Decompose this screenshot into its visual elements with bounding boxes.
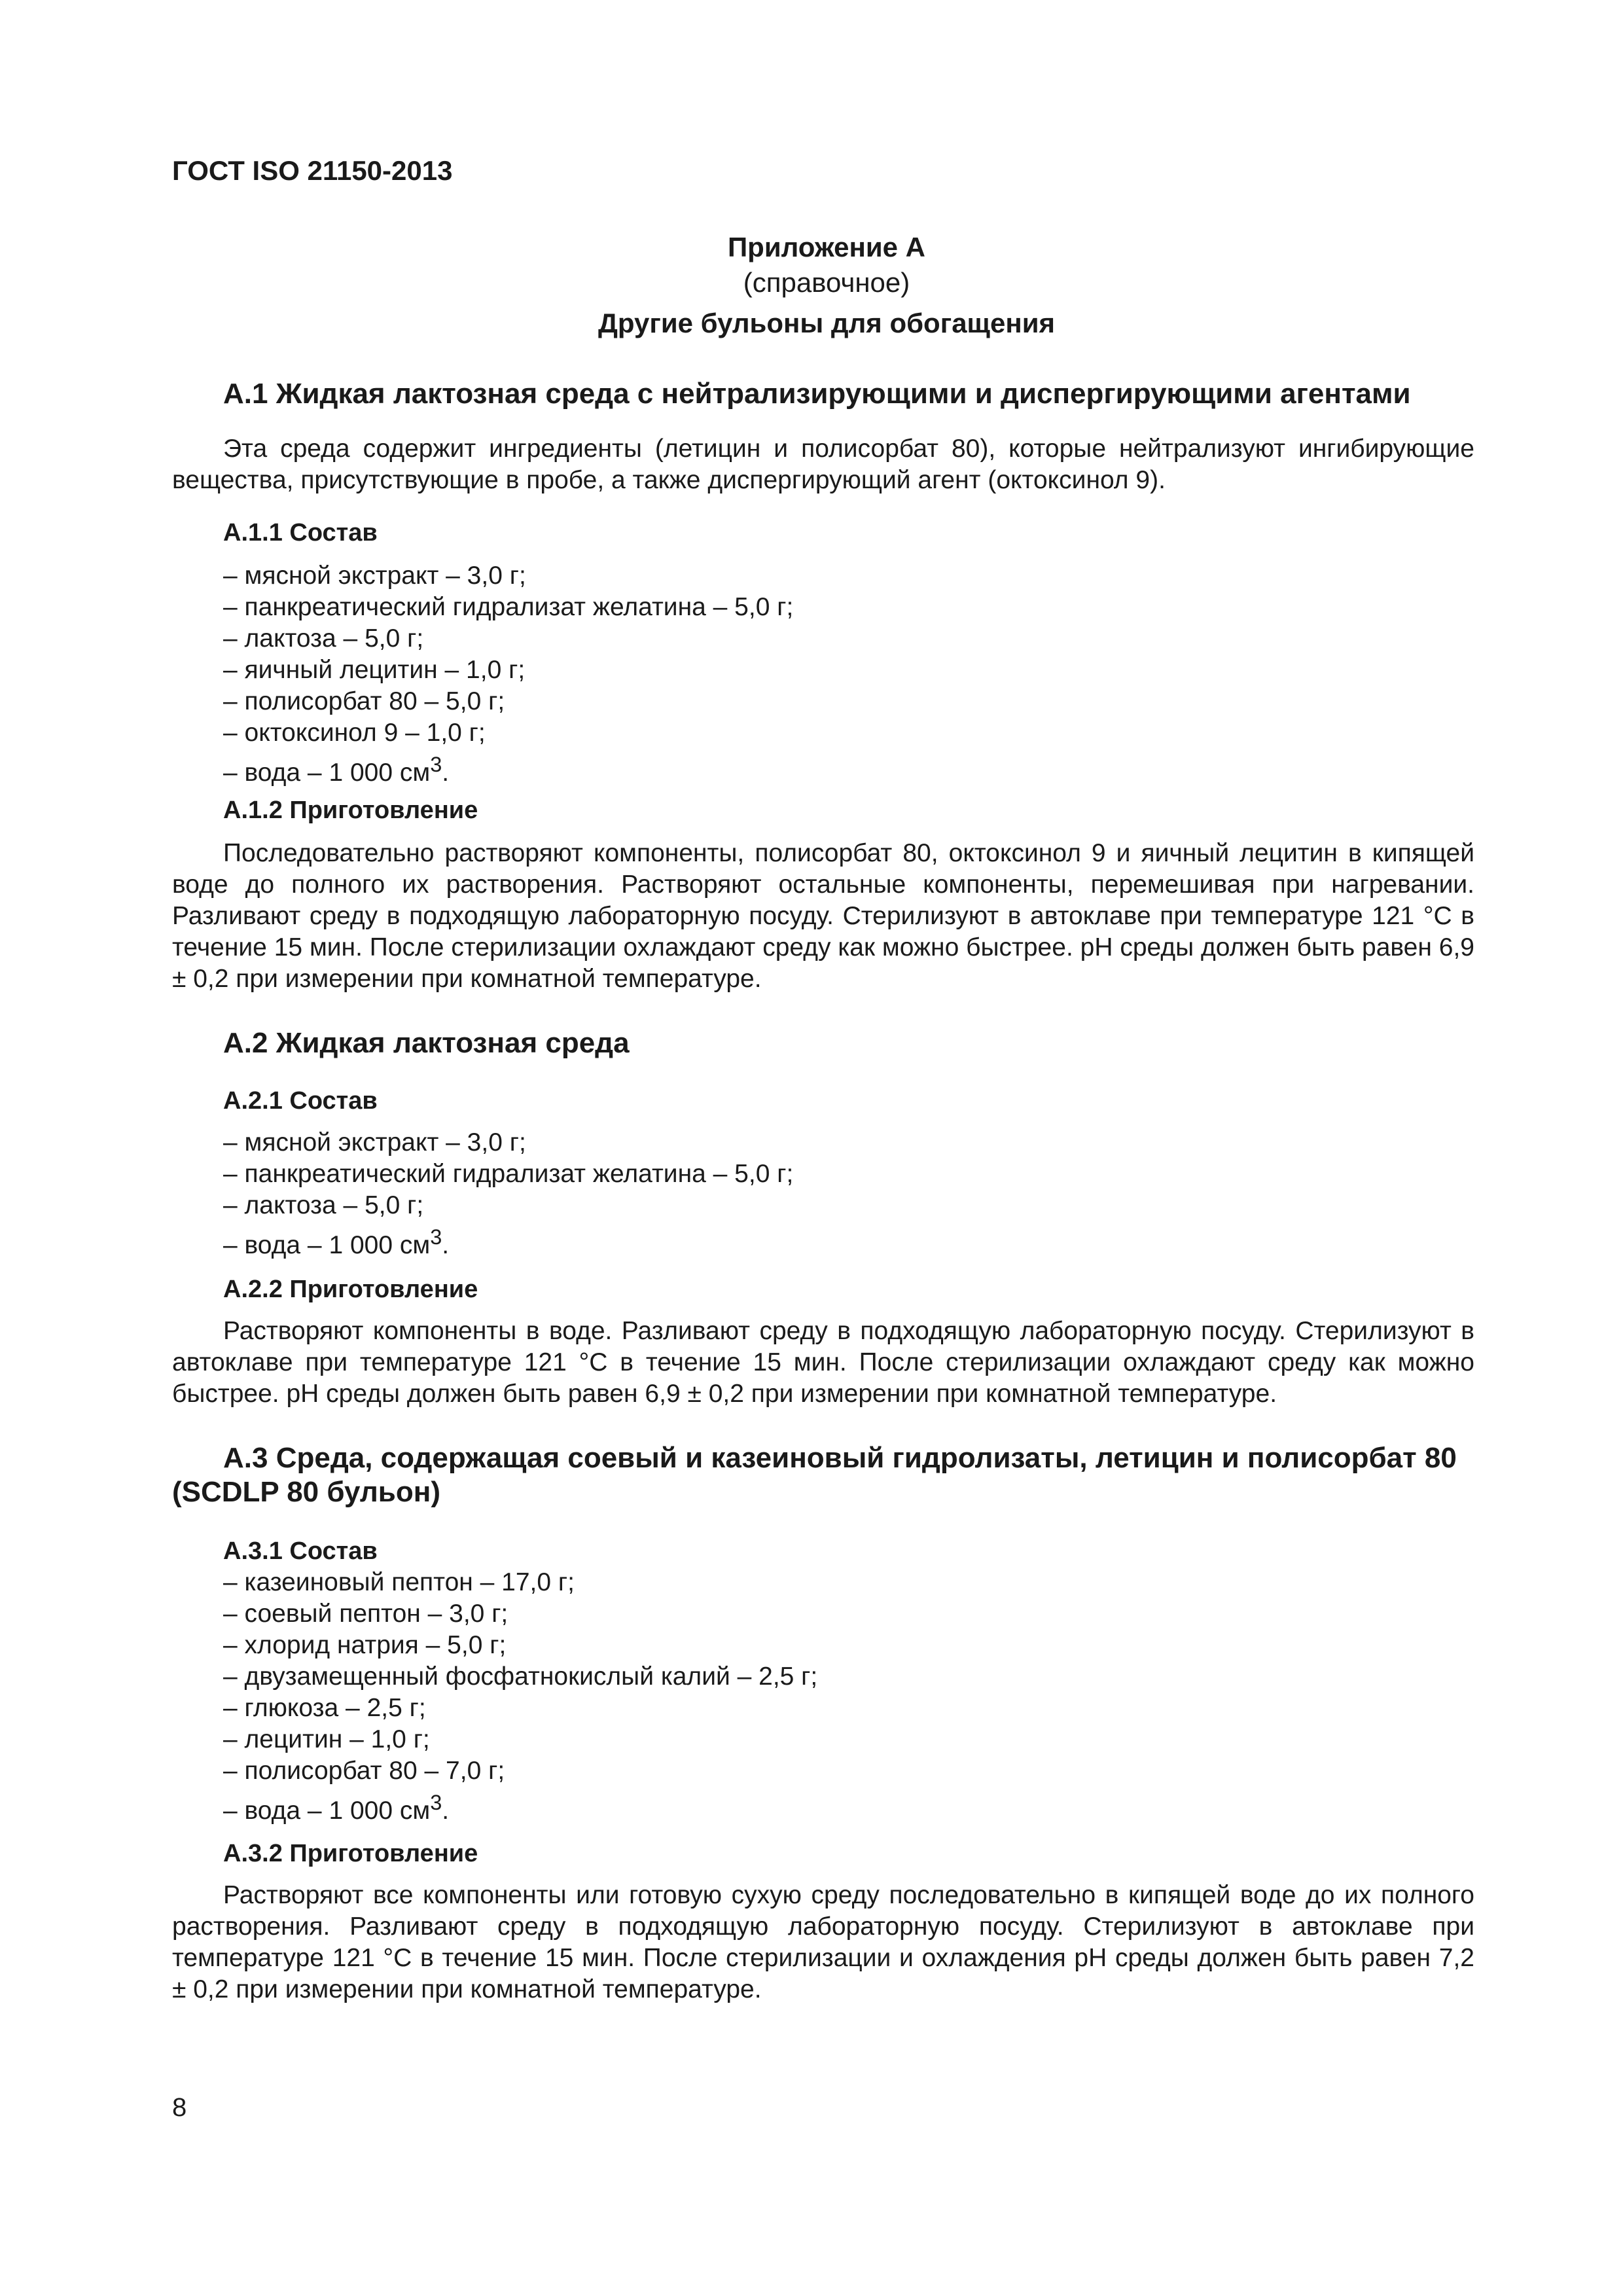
superscript: 3	[430, 1225, 442, 1249]
section-a3-prep-text: Растворяют все компоненты или готовую сухую среду последовательно в кипящей воде до их полного растворения. Разливают среду в подходящую лабораторную посуду. Стерилизуют в автоклаве при температуре 121 °С в течение 15 мин. После стерилизации и охлаждения pH среды должен быть равен 7,2 ± 0,2 при измерении при комнатной температуре.	[172, 1881, 1474, 2003]
list-item: – полисорбат 80 – 7,0 г;	[223, 1757, 505, 1785]
period: .	[442, 1797, 450, 1825]
section-a1-prep-text: Последовательно растворяют компоненты, полисорбат 80, октоксинол 9 и яичный лецитин в кипящей воде до полного их растворения. Растворяют остальные компоненты, перемешивая при нагревании. Разливают среду в подходящую лабораторную посуду. Стерилизуют в автоклаве при температуре 121 °С в течение 15 мин. После стерилизации охлаждают среду как можно быстрее. pH среды должен быть равен 6,9 ± 0,2 при измерении при комнатной температуре.	[172, 839, 1474, 993]
section-a1-2-title: А.1.2 Приготовление	[223, 797, 478, 824]
section-a2-composition-list	[172, 1127, 1525, 1259]
list-item: – лактоза – 5,0 г;	[223, 624, 424, 653]
section-a2-prep-text: Растворяют компоненты в воде. Разливают среду в подходящую лабораторную посуду. Стерилизуют в автоклаве при температуре 121 °С в течение 15 мин. После стерилизации охлаждают среду как можно быстрее. pH среды должен быть равен 6,9 ± 0,2 при измерении при комнатной температуре.	[172, 1317, 1474, 1408]
list-item: – соевый пептон – 3,0 г;	[223, 1600, 508, 1628]
list-item: – мясной экстракт – 3,0 г;	[223, 562, 526, 590]
section-a1-1-title: А.1.1 Состав	[223, 519, 378, 547]
period: .	[442, 1231, 450, 1259]
section-a3-1-title: А.3.1 Состав	[223, 1537, 378, 1565]
list-item: – лактоза – 5,0 г;	[223, 1191, 424, 1219]
list-item: – хлорид натрия – 5,0 г;	[223, 1631, 507, 1659]
page-number: 8	[172, 2093, 187, 2122]
list-item: – казеиновый пептон – 17,0 г;	[223, 1568, 575, 1596]
section-a1-intro: Эта среда содержит ингредиенты (летицин и полисорбат 80), которые нейтрализуют ингибирующие вещества, присутствующие в пробе, а также диспергирующий агент (октоксинол 9).	[172, 435, 1474, 494]
section-a3-2-title: А.3.2 Приготовление	[223, 1840, 478, 1867]
list-item: – глюкоза – 2,5 г;	[223, 1694, 426, 1722]
superscript: 3	[430, 1791, 442, 1814]
list-item: – панкреатический гидрализат желатина – 5,0 г;	[223, 1160, 794, 1188]
appendix-status: (справочное)	[743, 267, 910, 298]
section-a2-1-title: А.2.1 Состав	[223, 1087, 378, 1115]
water-text: – вода – 1 000 см	[223, 1797, 431, 1825]
water-text: – вода – 1 000 см	[223, 1231, 431, 1259]
section-a2-2-title: А.2.2 Приготовление	[223, 1276, 478, 1303]
list-item: – октоксинол 9 – 1,0 г;	[223, 719, 486, 747]
section-a1-composition-list	[172, 560, 1525, 787]
period: .	[442, 759, 450, 787]
list-item: – мясной экстракт – 3,0 г;	[223, 1128, 526, 1157]
list-item: – яичный лецитин – 1,0 г;	[223, 656, 526, 684]
appendix-subtitle: Другие бульоны для обогащения	[597, 308, 1056, 338]
list-item: – панкреатический гидрализат желатина – 5,0 г;	[223, 593, 794, 621]
list-item-water	[223, 749, 1525, 787]
superscript: 3	[430, 753, 442, 776]
list-item: – полисорбат 80 – 5,0 г;	[223, 687, 505, 715]
list-item: – двузамещенный фосфатнокислый калий – 2,5 г;	[223, 1662, 818, 1691]
list-item: – лецитин – 1,0 г;	[223, 1725, 430, 1753]
section-a3-heading: А.3 Среда, содержащая соевый и казеиновый гидролизаты, летицин и полисорбат 80 (SCDLP 80 бульон)	[172, 1442, 1457, 1508]
list-item-water	[223, 1221, 1525, 1259]
list-item-water	[223, 1787, 1525, 1825]
appendix-title: Приложение А	[727, 232, 926, 262]
section-a1-heading: А.1 Жидкая лактозная среда с нейтрализирующими и диспергирующими агентами	[223, 378, 1411, 410]
section-a3-composition-list	[172, 1567, 1525, 1825]
section-a2-heading: А.2 Жидкая лактозная среда	[223, 1027, 630, 1059]
water-text: – вода – 1 000 см	[223, 759, 431, 787]
document-code: ГОСТ ISO 21150-2013	[172, 155, 453, 186]
